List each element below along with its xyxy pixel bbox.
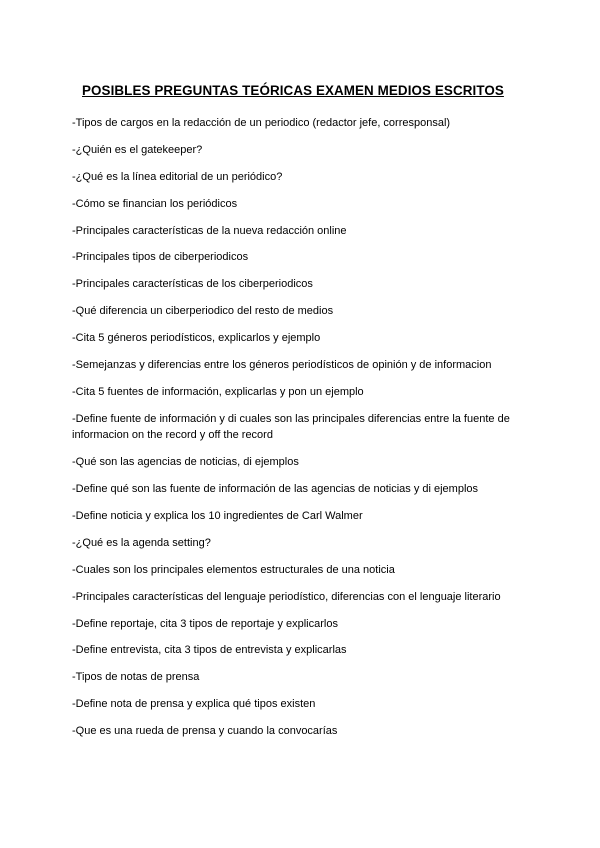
question-item: -Cita 5 géneros periodísticos, explicarlos y ejemplo — [72, 332, 321, 345]
question-item: -Cuales son los principales elementos estructurales de una noticia — [72, 563, 395, 576]
question-item: -Principales tipos de ciberperiodicos — [72, 251, 249, 264]
question-item: -Define nota de prensa y explica qué tipos existen — [72, 698, 316, 711]
question-item: -Define reportaje, cita 3 tipos de reportaje y explicarlos — [72, 617, 338, 630]
question-item: -Define noticia y explica los 10 ingredientes de Carl Walmer — [72, 509, 363, 522]
question-list — [72, 115, 540, 740]
question-item: -Semejanzas y diferencias entre los géneros periodísticos de opinión y de informacion — [72, 359, 492, 372]
question-item: -Qué diferencia un ciberperiodico del resto de medios — [72, 305, 334, 318]
question-item: -Tipos de cargos en la redacción de un periodico (redactor jefe, corresponsal) — [72, 117, 451, 129]
question-item: -Principales características del lenguaje periodístico, diferencias con el lenguaje literario — [72, 590, 501, 603]
question-item: -Cómo se financian los periódicos — [72, 197, 238, 210]
question-item: -Qué son las agencias de noticias, di ejemplos — [72, 456, 299, 469]
question-item: -Define entrevista, cita 3 tipos de entrevista y explicarlas — [72, 644, 347, 657]
question-item: -Cita 5 fuentes de información, explicarlas y pon un ejemplo — [72, 385, 364, 398]
page-title: POSIBLES PREGUNTAS TEÓRICAS EXAMEN MEDIOS ESCRITOS — [82, 83, 504, 98]
question-item: -Define fuente de información y di cuales son las principales diferencias entre la fuente de informacion on the record y off the record — [72, 412, 510, 442]
question-item: -Principales características de los ciberperiodicos — [72, 278, 313, 291]
question-item: -Que es una rueda de prensa y cuando la convocarías — [72, 725, 338, 738]
question-item: -Define qué son las fuente de información de las agencias de noticias y di ejemplos — [72, 483, 479, 496]
question-item: -¿Qué es la agenda setting? — [72, 536, 211, 549]
question-item: -Principales características de la nueva redacción online — [72, 224, 347, 237]
question-item: -¿Quién es el gatekeeper? — [72, 143, 203, 156]
question-item: -Tipos de notas de prensa — [72, 671, 200, 684]
question-item: -¿Qué es la línea editorial de un periódico? — [72, 170, 283, 183]
